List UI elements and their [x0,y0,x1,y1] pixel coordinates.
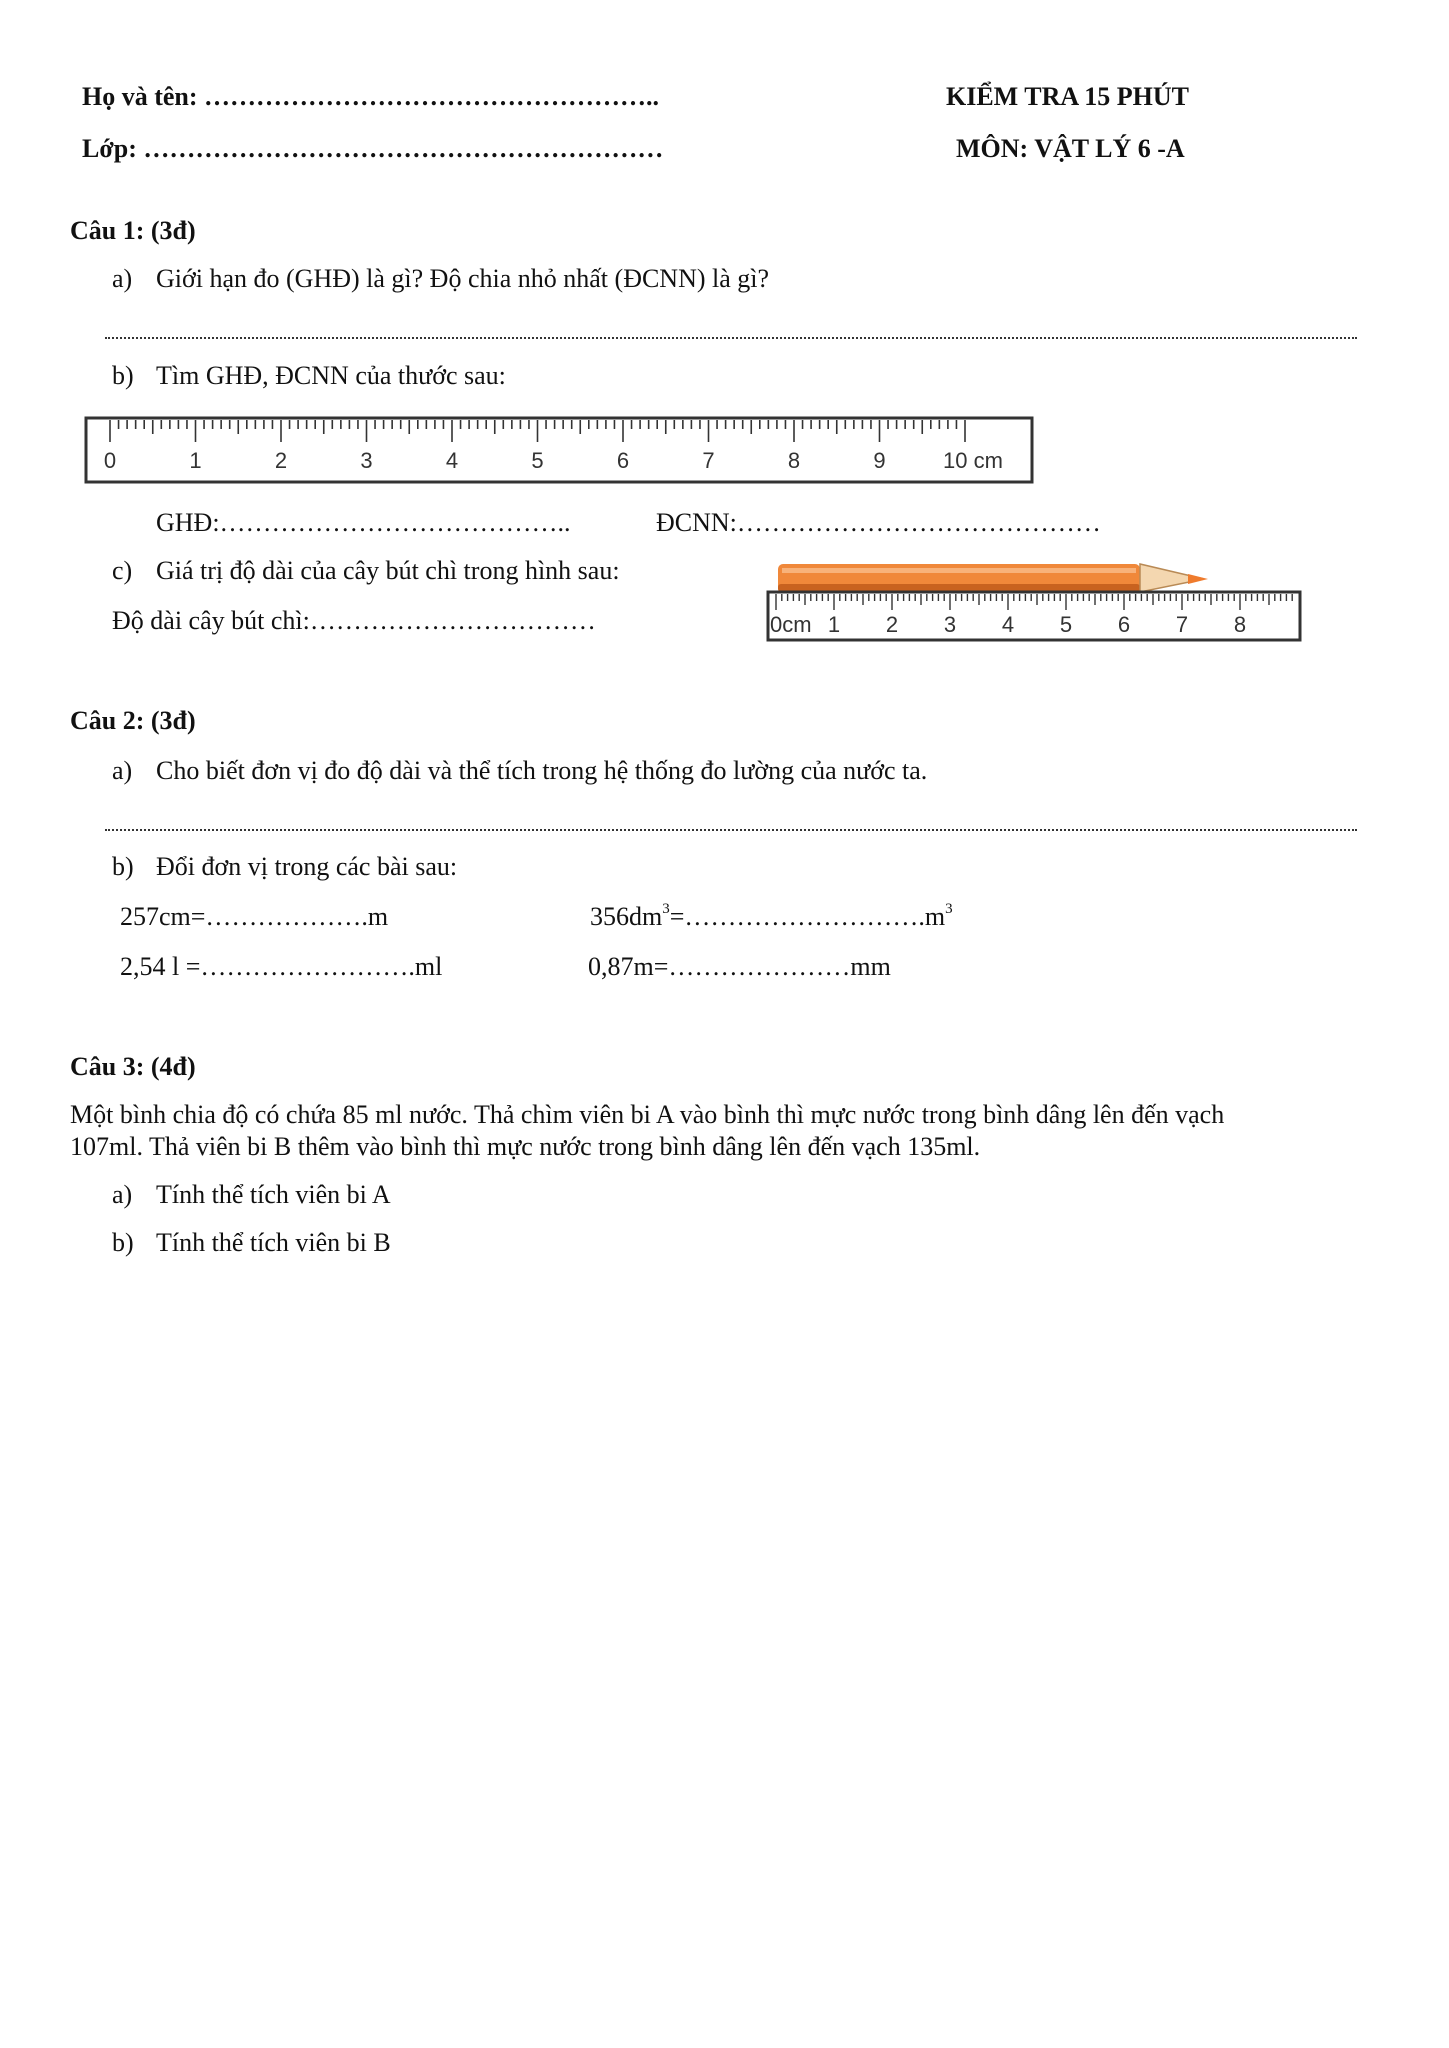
ruler-label: 8 [787,448,801,473]
pencil [778,564,1208,592]
ruler-8cm-label: 1 [827,612,841,637]
q2b-text: Đổi đơn vị trong các bài sau: [156,852,458,881]
ruler-label: 7 [702,448,715,473]
ruler-10cm [82,414,1042,488]
pencil-lead [1188,574,1208,584]
ruler-8cm-label: 8 [1233,612,1247,637]
ruler-label: 1 [189,448,202,473]
conversion-2[interactable] [590,902,953,932]
ruler-8cm-label: 4 [1001,612,1015,637]
ruler-8cm-label: 7 [1175,612,1189,637]
q2b-label: b) [112,852,134,881]
q1b-text: Tìm GHĐ, ĐCNN của thước sau: [156,361,506,390]
ruler-label: 2 [274,448,288,473]
q1b-label: b) [112,361,134,390]
q3b-text: Tính thể tích viên bi B [156,1228,391,1257]
q2a-label: a) [112,756,133,785]
q1a-answer-line[interactable] [105,337,1357,339]
conversion-3[interactable]: 2,54 l =…………………….ml [120,952,443,981]
ghd-answer-line[interactable]: GHĐ:………………………………….. [156,508,571,537]
ruler-8cm-label: 6 [1117,612,1131,637]
ruler-label: 0 [103,448,117,473]
student-name-field: Họ và tên: …………………………………………….. [82,82,660,111]
q3-text-line-2: 107ml. Thả viên bi B thêm vào bình thì mực nước trong bình dâng lên đến vạch 135ml. [70,1132,981,1161]
conversion-1[interactable]: 257cm=……………….m [120,902,389,931]
ruler-8cm-label: 3 [943,612,957,637]
q1-title: Câu 1: (3đ) [70,216,196,245]
q3-title: Câu 3: (4đ) [70,1052,196,1081]
ruler-label: 4 [445,448,459,473]
pencil-length-line[interactable]: Độ dài cây bút chì:…………………………… [112,606,596,635]
conversion-2-exponent: 3 [662,901,670,917]
pencil-highlight [782,568,1136,573]
ruler-label: 9 [873,448,886,473]
pencil-ruler-figure [764,556,1304,646]
ruler-label: 10 cm [943,448,1003,473]
q1c-text: Giá trị độ dài của cây bút chì trong hình sau: [156,556,620,585]
q1a-label: a) [112,264,133,293]
test-title: KIỂM TRA 15 PHÚT [946,82,1189,111]
q3a-text: Tính thể tích viên bi A [156,1180,391,1209]
conversion-4[interactable]: 0,87m=…………………mm [588,952,891,981]
ruler-label: 3 [360,448,373,473]
ruler-label: 6 [616,448,630,473]
ruler-frame [86,418,1032,482]
ruler-label: 5 [531,448,544,473]
q2a-text: Cho biết đơn vị đo độ dài và thể tích trong hệ thống đo lường của nước ta. [156,756,928,785]
class-field: Lớp: …………………………………………………… [82,134,664,163]
conversion-2-exponent-2: 3 [945,901,953,917]
q1c-label: c) [112,556,133,585]
q3-text-line-1: Một bình chia độ có chứa 85 ml nước. Thả chìm viên bi A vào bình thì mực nước trong bình dâng lên đến vạch [70,1100,1225,1129]
ruler-8cm-frame [768,592,1300,640]
dcnn-answer-line[interactable]: ĐCNN:…………………………………… [656,508,1101,537]
ruler-8cm-label: 5 [1059,612,1073,637]
q2a-answer-line[interactable] [105,829,1357,831]
q3a-label: a) [112,1180,133,1209]
ruler-8cm-label: 0cm [770,612,812,637]
q3b-label: b) [112,1228,134,1257]
q2-title: Câu 2: (3đ) [70,706,196,735]
conversion-2-value: 356dm [590,902,663,931]
q1a-text: Giới hạn đo (GHĐ) là gì? Độ chia nhỏ nhất (ĐCNN) là gì? [156,264,770,293]
subject-title: MÔN: VẬT LÝ 6 -A [956,134,1185,163]
conversion-2-blank: =……………………….m [669,902,946,931]
ruler-8cm-label: 2 [885,612,899,637]
